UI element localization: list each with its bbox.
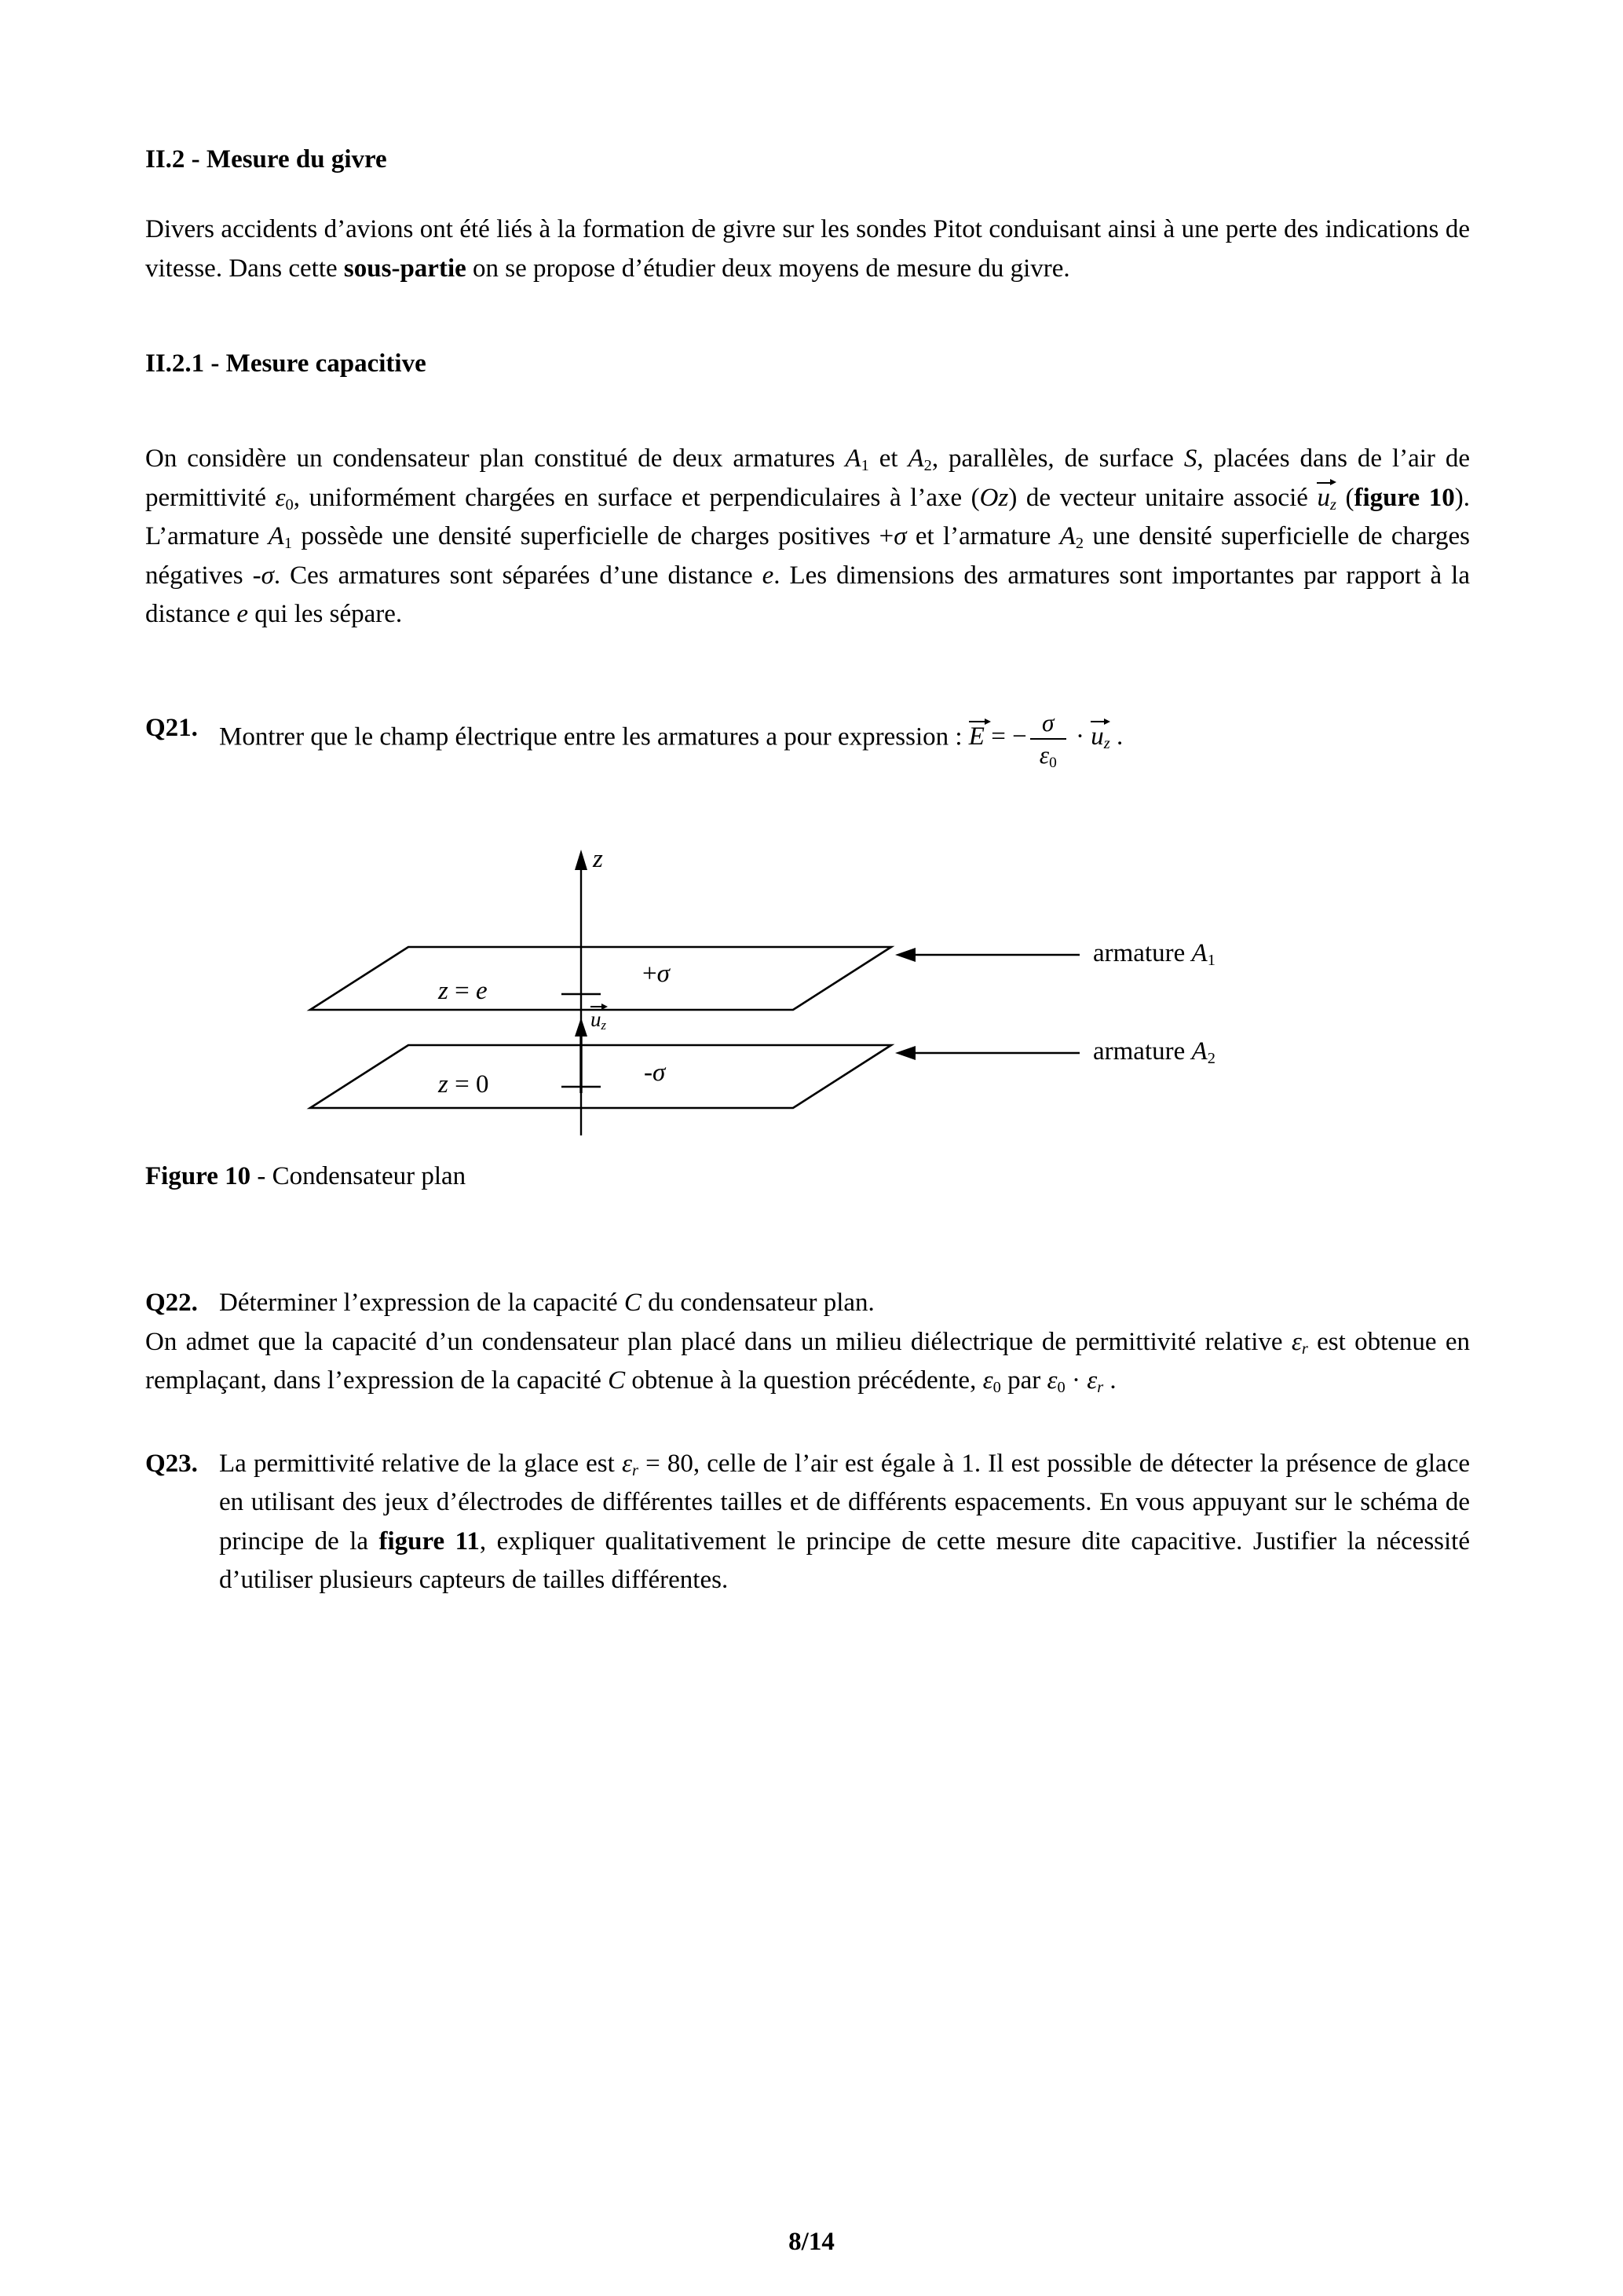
plus-sigma-label: +σ bbox=[642, 959, 670, 988]
uz-vector-arrowhead bbox=[575, 1018, 587, 1036]
armature1-arrowhead bbox=[895, 948, 916, 962]
question-q23-label: Q23. bbox=[145, 1449, 198, 1478]
armature2-label: armature A2 bbox=[1093, 1036, 1215, 1067]
armature2-arrowhead bbox=[895, 1046, 916, 1060]
question-q23-text: La permittivité relative de la glace est εr = 80, celle de l’air est égale à 1. Il est possible de détecter la présence de glace en utilisant des jeux d’électrodes de différentes tailles et de différents espacements. En vous appuyant sur le schéma de principe de la figure 11, expliquer qualitativement le principe de cette mesure dite capacitive. Justifier la nécessité d’utiliser plusieurs capteurs de tailles différentes. bbox=[219, 1449, 1470, 1595]
formula-period: . bbox=[1109, 722, 1124, 751]
question-q23 bbox=[145, 1445, 1470, 1600]
bottom-plate-a2 bbox=[310, 1045, 891, 1108]
page-number: 8/14 bbox=[788, 2228, 835, 2256]
z-equals-e-label: z = e bbox=[438, 976, 488, 1005]
uz-vector-symbol: u bbox=[1091, 722, 1104, 751]
z-axis-label: z bbox=[593, 844, 603, 873]
armature1-label: armature A1 bbox=[1093, 938, 1215, 969]
equals-minus: = − bbox=[984, 722, 1027, 751]
question-q21-label: Q21. bbox=[145, 713, 198, 742]
fraction-denominator: ε0 bbox=[1030, 738, 1066, 769]
e-field-vector-symbol: E bbox=[968, 722, 985, 751]
page-content bbox=[145, 145, 1470, 1600]
dot-operator: · bbox=[1069, 722, 1091, 751]
question-q22-label: Q22. bbox=[145, 1289, 198, 1318]
question-q22-text: Déterminer l’expression de la capacité C du condensateur plan. bbox=[219, 1289, 875, 1318]
minus-sigma-label: -σ bbox=[644, 1058, 666, 1087]
paragraph-dielectric: On admet que la capacité d’un condensateur plan placé dans un milieu diélectrique de permittivité relative εr est obtenue en remplaçant, dans l’expression de la capacité C obtenue à la question précédente, ε0 par ε0 · εr . bbox=[145, 1327, 1470, 1397]
figure-10 bbox=[306, 843, 1288, 1157]
fraction-sigma-over-epsilon0 bbox=[1027, 709, 1069, 769]
q21-sentence: Montrer que le champ électrique entre les armatures a pour expression : bbox=[219, 722, 969, 751]
figure-caption: Figure 10 - Condensateur plan bbox=[145, 1161, 466, 1190]
uz-vector-subscript: z bbox=[1103, 735, 1110, 753]
question-q22 bbox=[145, 1284, 1470, 1323]
uz-vector-label: uz bbox=[590, 1007, 607, 1033]
z-axis-arrowhead bbox=[575, 850, 587, 870]
paragraph-capacitor-description: On considère un condensateur plan constitué de deux armatures A1 et A2, parallèles, de surface S, placées dans de l’air de permittivité ε0, uniformément chargées en surface et perpendiculaires à l’axe (Oz) de vecteur unitaire associé uz (figure 10). L’armature A1 possède une densité superficielle de charges positives +σ et l’armature A2 une densité superficielle de charges négatives -σ. Ces armatures sont séparées d’une distance e. Les dimensions des armatures sont importantes par rapport à la distance e qui les sépare. bbox=[145, 444, 1471, 628]
section-heading-ii2: II.2 - Mesure du givre bbox=[145, 145, 387, 174]
question-q21 bbox=[145, 709, 1470, 769]
question-q21-text bbox=[219, 709, 1470, 769]
paragraph-intro: Divers accidents d’avions ont été liés à la formation de givre sur les sondes Pitot conduisant ainsi à une perte des indications de vitesse. Dans cette sous-partie on se propose d’étudier deux moyens de mesure du givre. bbox=[145, 215, 1470, 283]
fraction-numerator: σ bbox=[1042, 708, 1055, 737]
section-heading-ii21: II.2.1 - Mesure capacitive bbox=[145, 349, 426, 378]
z-equals-0-label: z = 0 bbox=[438, 1069, 489, 1099]
top-plate-a1 bbox=[310, 947, 891, 1010]
